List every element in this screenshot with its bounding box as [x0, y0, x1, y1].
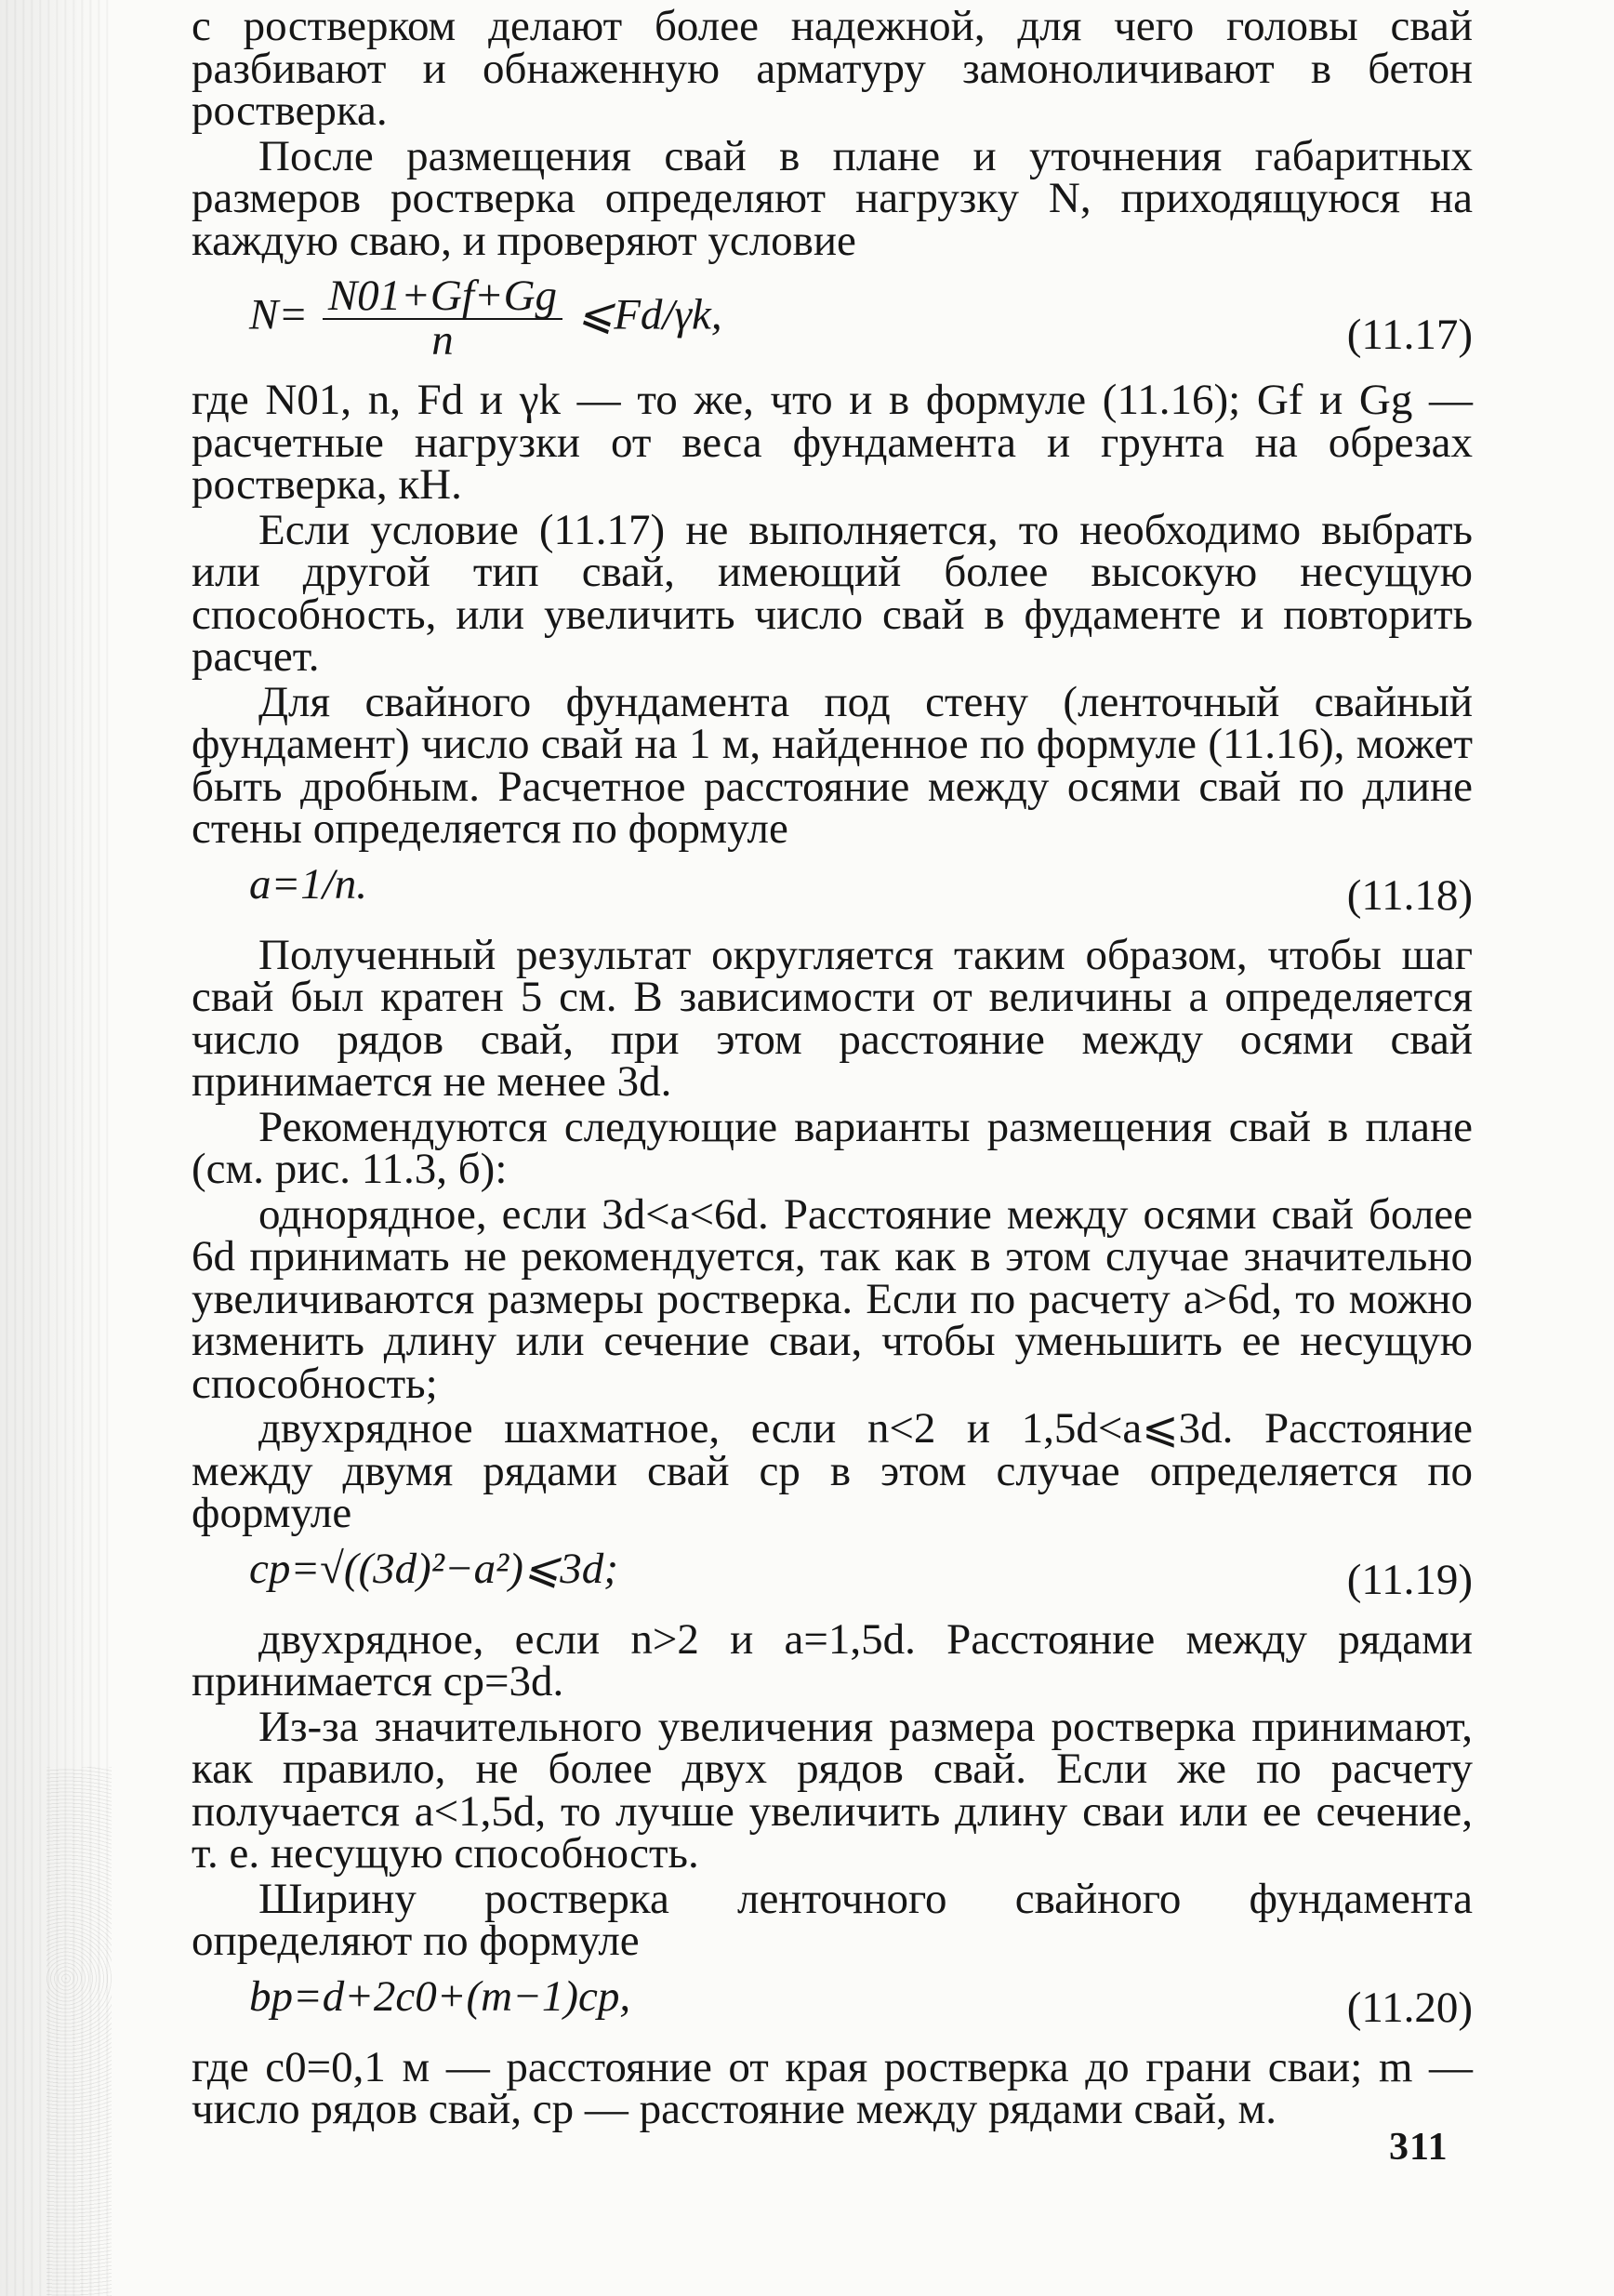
page-number: 311 — [1389, 2126, 1449, 2169]
eq-11-17-rhs: ⩽Fd/γk, — [576, 290, 722, 339]
paragraph-13: где c0=0,1 м — расстояние от края ростверка до грани сваи; m — число рядов свай, cp — расстояние между рядами свай, м. — [192, 2042, 1473, 2133]
eq-11-17-numerator: N01+Gf+Gg — [323, 275, 562, 320]
equation-11-19-body: cp=√((3d)²−a²)⩽3d; — [249, 1544, 618, 1593]
equation-number: (11.18) — [1346, 870, 1473, 920]
equation-number: (11.20) — [1346, 1983, 1473, 2032]
paragraph-4: Если условие (11.17) не выполняется, то необходимо выбрать или другой тип свай, имеющий более высокую несущую способность, или увеличить число свай в фудаменте и повторить расчет. — [192, 505, 1473, 681]
equation-11-20 — [192, 1969, 1473, 2045]
equation-number: (11.19) — [1346, 1555, 1473, 1604]
equation-11-19 — [192, 1541, 1473, 1617]
equation-11-17 — [192, 268, 1473, 378]
equation-number: (11.17) — [1346, 311, 1473, 359]
paragraph-3: где N01, n, Fd и γk — то же, что и в формуле (11.16); Gf и Gg — расчетные нагрузки от веса фундамента и грунта на обрезах ростверка, кН. — [192, 376, 1473, 509]
paragraph-7: Рекомендуются следующие варианты размещения свай в плане (см. рис. 11.3, б): — [192, 1102, 1473, 1193]
eq-11-17-lhs: N= — [249, 290, 309, 339]
eq-11-17-denominator: n — [431, 315, 454, 365]
page-body — [192, 2, 1473, 2133]
equation-11-20-body: bp=d+2c0+(m−1)cp, — [249, 1971, 631, 2021]
paragraph-5: Для свайного фундамента под стену (ленточный свайный фундамент) число свай на 1 м, найденное по формуле (11.16), может быть дробным. Расчетное расстояние между осями свай по длине стены определяется по формуле — [192, 677, 1473, 853]
equation-11-18 — [192, 856, 1473, 933]
paragraph-1: с ростверком делают более надежной, для чего головы свай разбивают и обнаженную арматуру замоноличивают в бетон ростверка. — [192, 2, 1473, 135]
equation-11-18-body: a=1/n. — [249, 859, 368, 909]
eq-11-17-fraction — [323, 272, 562, 365]
paragraph-9: двухрядное шахматное, если n<2 и 1,5d<a⩽3d. Расстояние между двумя рядами свай cp в этом случае определяется по формуле — [192, 1404, 1473, 1537]
scan-edge-noise — [46, 1767, 112, 2296]
paragraph-2: После размещения свай в плане и уточнения габаритных размеров ростверка определяют нагрузку N, приходящуюся на каждую сваю, и проверяют условие — [192, 131, 1473, 265]
paragraph-11: Из-за значительного увеличения размера ростверка принимают, как правило, не более двух рядов свай. Если же по расчету получается a<1,5d, то лучше увеличить длину сваи или ее сечение, т. е. несущую способность. — [192, 1702, 1473, 1878]
paragraph-10: двухрядное, если n>2 и a=1,5d. Расстояние между рядами принимается cp=3d. — [192, 1614, 1473, 1705]
paragraph-12: Ширину ростверка ленточного свайного фундамента определяют по формуле — [192, 1874, 1473, 1965]
equation-11-17-body — [249, 272, 722, 365]
paragraph-6: Полученный результат округляется таким образом, чтобы шаг свай был кратен 5 см. В зависимости от величины a определяется число рядов свай, при этом расстояние между осями свай принимается не менее 3d. — [192, 930, 1473, 1106]
paragraph-8: однорядное, если 3d<a<6d. Расстояние между осями свай более 6d принимать не рекомендуется, так как в этом случае значительно увеличиваются размеры ростверка. Если по расчету a>6d, то можно изменить длину или сечение сваи, чтобы уменьшить ее несущую способность; — [192, 1189, 1473, 1408]
